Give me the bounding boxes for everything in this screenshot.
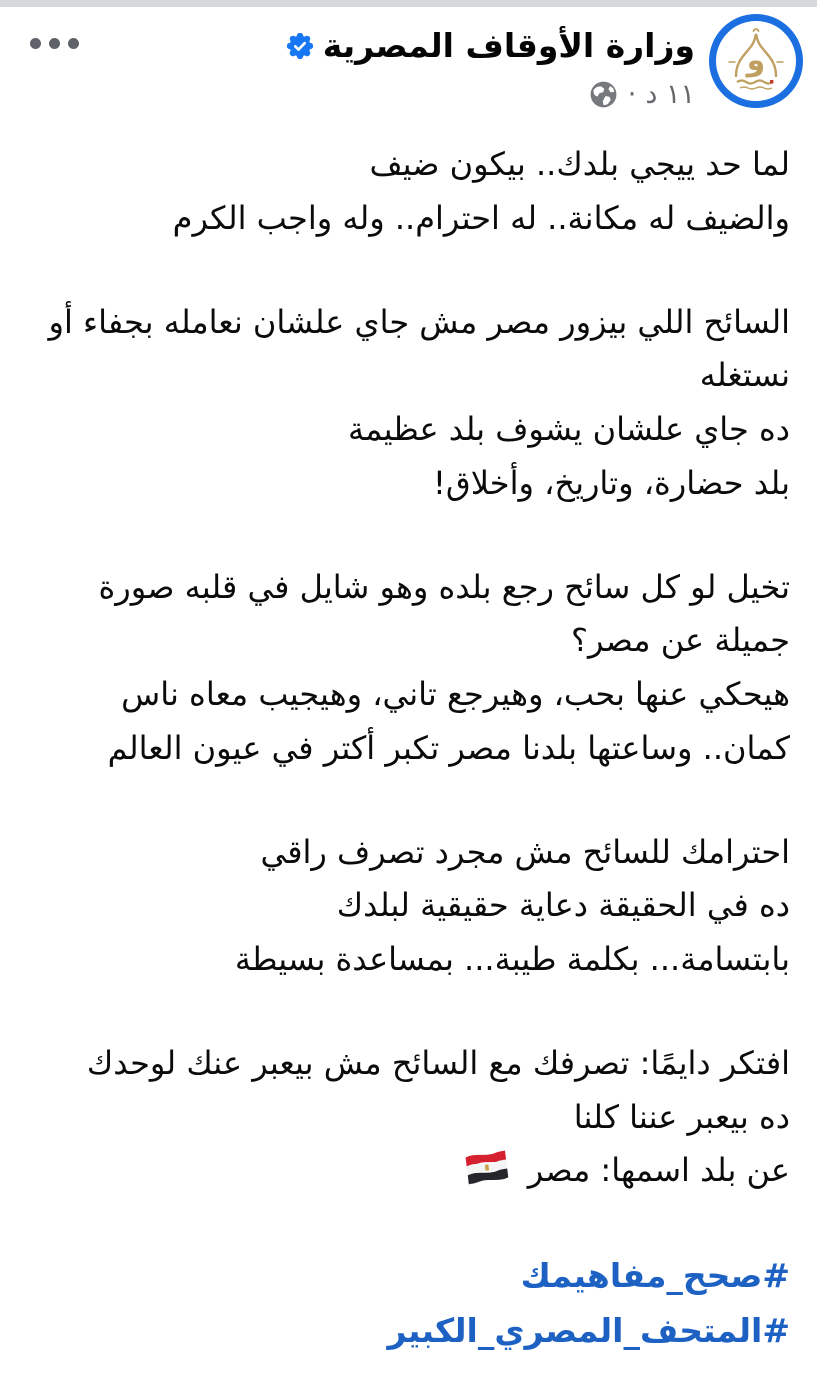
body-line: احترامك للسائح مش مجرد تصرف راقي: [260, 832, 790, 871]
body-line: تخيل لو كل سائح رجع بلده وهو شايل في قلبه صورة جميلة عن مصر؟: [98, 567, 790, 660]
post-body: [27, 138, 790, 1359]
body-line: والضيف له مكانة.. له احترام.. وله واجب الكرم: [172, 198, 790, 237]
body-line: لما حد ييجي بلدك.. بيكون ضيف: [369, 145, 790, 183]
body-line: ده بيعبر عننا كلنا: [573, 1097, 790, 1136]
paragraph: [27, 296, 790, 511]
globe-public-icon: [588, 79, 619, 110]
more-options-button[interactable]: [24, 32, 85, 55]
paragraph: [27, 1037, 790, 1198]
egypt-flag-emoji: [464, 1149, 510, 1187]
dot-icon: [68, 38, 79, 49]
body-line: بلد حضارة، وتاريخ، وأخلاق!: [433, 463, 790, 502]
body-line: [27, 1144, 790, 1198]
ministry-logo-icon: [709, 14, 803, 108]
paragraph: [27, 561, 790, 776]
timestamp[interactable]: ١١ د: [645, 79, 695, 110]
meta-separator: ·: [627, 79, 637, 110]
paragraph: [27, 826, 790, 987]
hashtag-link[interactable]: #المتحف_المصري_الكبير: [387, 1311, 790, 1351]
body-line: السائح اللي بيزور مصر مش جاي علشان نعامله بجفاء أو نستغله: [48, 302, 790, 395]
page-name[interactable]: وزارة الأوقاف المصرية: [322, 26, 695, 65]
body-line: ده في الحقيقة دعاية حقيقية لبلدك: [336, 886, 790, 925]
post-header: [16, 12, 803, 124]
dot-icon: [30, 38, 41, 49]
header-text: [287, 26, 695, 110]
page-avatar[interactable]: [709, 14, 803, 108]
verified-badge-icon: [287, 33, 313, 59]
hashtags-block: [27, 1248, 790, 1359]
body-line: هيحكي عنها بحب، وهيرجع تاني، وهيجيب معاه ناس كمان.. وساعتها بلدنا مصر تكبر أكتر في عيون العالم: [107, 675, 790, 767]
dot-icon: [49, 38, 60, 49]
top-divider: [0, 0, 817, 7]
svg-text:و: و: [746, 43, 766, 78]
hashtag-link[interactable]: #صحح_مفاهيمك: [520, 1256, 790, 1295]
post-meta-row: [287, 79, 695, 110]
page-name-row: [287, 26, 695, 65]
paragraph: [27, 138, 790, 246]
body-line: ده جاي علشان يشوف بلد عظيمة: [347, 410, 790, 448]
body-line-text: عن بلد اسمها: مصر: [527, 1151, 790, 1190]
body-line: افتكر دايمًا: تصرفك مع السائح مش بيعبر عنك لوحدك: [86, 1043, 790, 1082]
body-line: بابتسامة... بكلمة طيبة... بمساعدة بسيطة: [234, 940, 790, 978]
